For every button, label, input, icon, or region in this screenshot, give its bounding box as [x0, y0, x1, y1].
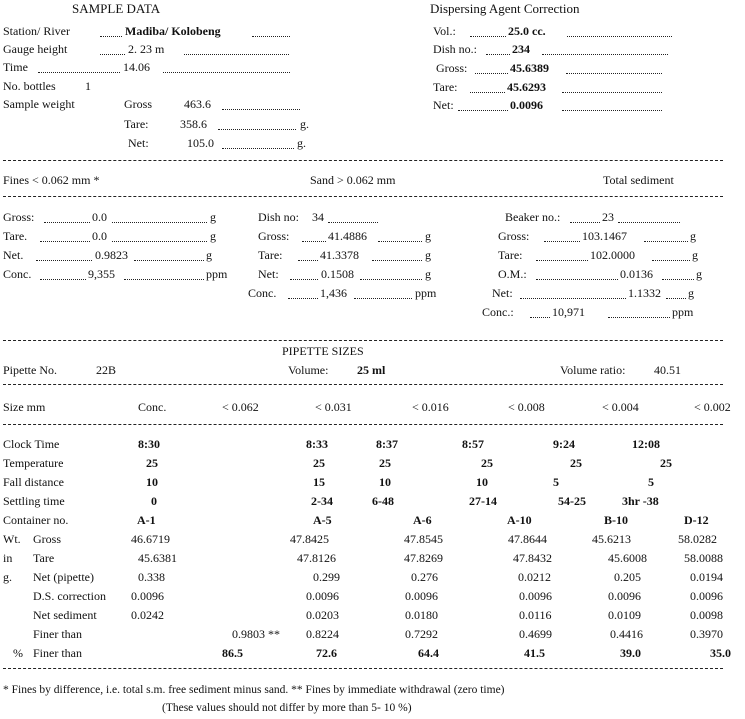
- fines-conc-unit: ppm: [206, 267, 228, 281]
- leader: [618, 222, 680, 223]
- cell-clock-0016: 8:37: [376, 437, 398, 451]
- cell-finer-0062: 0.9803 **: [232, 627, 280, 641]
- disp-net-value: 0.0096: [510, 98, 543, 112]
- total-conc-label: Conc.:: [482, 305, 514, 319]
- row-label-g: g.: [3, 570, 12, 584]
- cell-net-0004: 0.205: [614, 570, 641, 584]
- leader: [218, 129, 296, 130]
- cell-container-0031: A-5: [313, 513, 332, 527]
- total-tare-unit: g: [692, 248, 698, 262]
- sand-conc-value: 1,436: [320, 286, 347, 300]
- leader: [608, 317, 670, 318]
- divider: [3, 340, 723, 341]
- cell-temp-0031: 25: [313, 456, 325, 470]
- dish-label: Dish no.:: [433, 42, 478, 56]
- sand-net-label: Net:: [258, 267, 279, 281]
- leader: [378, 241, 422, 242]
- cell-clock-0002: 12:08: [632, 437, 660, 451]
- vol-label: Vol.:: [433, 24, 456, 38]
- footnote-line-1: * Fines by difference, i.e. total s.m. free sediment minus sand. ** Fines by immediate withdrawal (zero time): [3, 684, 505, 696]
- th-0016: < 0.016: [412, 400, 449, 414]
- disp-net-label: Net:: [433, 98, 454, 112]
- pipette-no-label: Pipette No.: [3, 363, 57, 377]
- leader: [134, 260, 204, 261]
- cell-temp-0016: 25: [379, 456, 391, 470]
- leader: [38, 72, 120, 73]
- leader: [662, 279, 694, 280]
- cell-tare-0031: 47.8126: [297, 551, 336, 565]
- fines-conc-value: 9,355: [88, 267, 115, 281]
- leader: [360, 279, 422, 280]
- leader: [530, 317, 550, 318]
- divider: [3, 424, 723, 425]
- row-sub-pct: Finer than: [33, 646, 82, 660]
- gauge-value: 2. 23 m: [128, 42, 165, 56]
- weight-net-value: 105.0: [187, 136, 214, 150]
- row-label-fall: Fall distance: [3, 475, 64, 489]
- cell-net-0031: 0.299: [313, 570, 340, 584]
- th-size: Size mm: [3, 400, 46, 414]
- leader: [566, 73, 662, 74]
- cell-pct-0016: 64.4: [418, 646, 439, 660]
- leader: [458, 110, 508, 111]
- cell-settle-0016: 6-48: [372, 494, 394, 508]
- cell-net-0008: 0.0212: [518, 570, 551, 584]
- sand-net-value: 0.1508: [321, 267, 354, 281]
- cell-container-0008: A-10: [507, 513, 532, 527]
- leader: [666, 298, 686, 299]
- cell-ds-0002: 0.0096: [690, 589, 723, 603]
- sample-title: SAMPLE DATA: [72, 1, 161, 16]
- bottles-label: No. bottles: [3, 79, 56, 93]
- fines-gross-value: 0.0: [92, 210, 107, 224]
- cell-gross-0002: 58.0282: [678, 532, 717, 546]
- total-net-value: 1.1332: [628, 286, 661, 300]
- pipette-title: PIPETTE SIZES: [282, 344, 364, 358]
- th-0031: < 0.031: [315, 400, 352, 414]
- sand-tare-unit: g: [425, 248, 431, 262]
- cell-container-0016: A-6: [413, 513, 432, 527]
- volume-ratio-value: 40.51: [654, 363, 681, 377]
- total-net-label: Net:: [492, 286, 513, 300]
- total-gross-unit: g: [690, 229, 696, 243]
- leader: [40, 241, 90, 242]
- cell-netsed-conc: 0.0242: [131, 608, 164, 622]
- divider: [3, 196, 723, 197]
- fines-tare-value: 0.0: [92, 229, 107, 243]
- leader: [290, 279, 318, 280]
- total-heading: Total sediment: [603, 173, 674, 187]
- weight-tare-unit: g.: [300, 117, 309, 131]
- cell-temp-0004: 25: [570, 456, 582, 470]
- cell-settle-0002: 3hr -38: [622, 494, 659, 508]
- row-label-settle: Settling time: [3, 494, 65, 508]
- leader: [100, 54, 125, 55]
- cell-netsed-0004: 0.0109: [608, 608, 641, 622]
- cell-net-0002: 0.0194: [690, 570, 723, 584]
- om-value: 0.0136: [620, 267, 653, 281]
- cell-ds-0016: 0.0096: [405, 589, 438, 603]
- leader: [222, 148, 294, 149]
- th-conc: Conc.: [138, 400, 167, 414]
- cell-net-conc: 0.338: [138, 570, 165, 584]
- cell-container-conc: A-1: [137, 513, 156, 527]
- th-0062: < 0.062: [222, 400, 259, 414]
- leader: [542, 54, 668, 55]
- leader: [644, 241, 688, 242]
- leader: [302, 241, 326, 242]
- pipette-volume-value: 25 ml: [357, 363, 386, 377]
- cell-gross-0016: 47.8545: [404, 532, 443, 546]
- leader: [486, 54, 510, 55]
- cell-clock-0008: 8:57: [462, 437, 484, 451]
- leader: [40, 279, 86, 280]
- leader: [470, 36, 506, 37]
- cell-ds-conc: 0.0096: [131, 589, 164, 603]
- cell-finer-0016: 0.7292: [405, 627, 438, 641]
- disp-gross-value: 45.6389: [510, 61, 549, 75]
- weight-tare-label: Tare:: [124, 117, 149, 131]
- sand-conc-unit: ppm: [415, 286, 437, 300]
- divider: [3, 668, 723, 669]
- weight-label: Sample weight: [3, 97, 75, 111]
- time-label: Time: [3, 60, 28, 74]
- gauge-label: Gauge height: [3, 42, 68, 56]
- leader: [536, 260, 588, 261]
- row-sub-tare: Tare: [33, 551, 55, 565]
- sand-heading: Sand > 0.062 mm: [310, 173, 396, 187]
- cell-finer-0031: 0.8224: [306, 627, 339, 641]
- cell-netsed-0008: 0.0116: [519, 608, 552, 622]
- total-gross-value: 103.1467: [582, 229, 627, 243]
- cell-pct-0062: 86.5: [222, 646, 243, 660]
- dispersing-title: Dispersing Agent Correction: [430, 1, 580, 16]
- weight-net-unit: g.: [297, 136, 306, 150]
- row-label-wt: Wt.: [3, 532, 21, 546]
- cell-clock-0004: 9:24: [553, 437, 575, 451]
- cell-temp-0008: 25: [481, 456, 493, 470]
- leader: [36, 260, 92, 261]
- leader: [124, 279, 204, 280]
- cell-temp-conc: 25: [146, 456, 158, 470]
- sand-net-unit: g: [425, 267, 431, 281]
- row-sub-finer: Finer than: [33, 627, 82, 641]
- cell-tare-0008: 47.8432: [513, 551, 552, 565]
- leader: [298, 260, 318, 261]
- leader: [252, 36, 290, 37]
- row-label-pct: %: [13, 646, 23, 660]
- cell-tare-0002: 58.0088: [684, 551, 723, 565]
- leader: [520, 298, 626, 299]
- om-label: O.M.:: [498, 267, 527, 281]
- leader: [567, 36, 672, 37]
- leader: [163, 72, 290, 73]
- sand-dish-value: 34: [312, 210, 324, 224]
- beaker-label: Beaker no.:: [505, 210, 561, 224]
- pipette-volume-label: Volume:: [288, 363, 329, 377]
- sand-gross-value: 41.4886: [328, 229, 367, 243]
- pipette-no-value: 22B: [96, 363, 117, 377]
- leader: [562, 110, 662, 111]
- row-label-in: in: [3, 551, 13, 565]
- row-sub-netsed: Net sediment: [33, 608, 97, 622]
- cell-gross-0004: 45.6213: [592, 532, 631, 546]
- leader: [562, 92, 662, 93]
- cell-netsed-0031: 0.0203: [306, 608, 339, 622]
- row-label-container: Container no.: [3, 513, 69, 527]
- cell-netsed-0016: 0.0180: [405, 608, 438, 622]
- cell-fall-0031: 15: [313, 475, 325, 489]
- leader: [100, 36, 122, 37]
- bottles-value: 1: [85, 79, 91, 93]
- leader: [544, 241, 580, 242]
- station-label: Station/ River: [3, 24, 70, 38]
- cell-clock-0031: 8:33: [306, 437, 328, 451]
- row-label-temp: Temperature: [3, 456, 64, 470]
- cell-gross-0031: 47.8425: [290, 532, 329, 546]
- leader: [354, 298, 412, 299]
- fines-net-label: Net.: [3, 248, 24, 262]
- cell-container-0002: D-12: [684, 513, 709, 527]
- sand-tare-label: Tare:: [258, 248, 283, 262]
- leader: [112, 241, 207, 242]
- leader: [112, 222, 207, 223]
- footnote-line-2: (These values should not differ by more than 5- 10 %): [162, 702, 412, 714]
- om-unit: g: [696, 267, 702, 281]
- cell-tare-conc: 45.6381: [138, 551, 177, 565]
- leader: [570, 222, 600, 223]
- leader: [652, 260, 690, 261]
- th-0008: < 0.008: [508, 400, 545, 414]
- cell-fall-conc: 10: [146, 475, 158, 489]
- cell-finer-0008: 0.4699: [519, 627, 552, 641]
- weight-gross-value: 463.6: [184, 97, 211, 111]
- fines-tare-label: Tare.: [3, 229, 28, 243]
- cell-fall-0016: 10: [379, 475, 391, 489]
- divider: [3, 384, 723, 385]
- cell-ds-0004: 0.0096: [608, 589, 641, 603]
- row-sub-ds: D.S. correction: [33, 589, 106, 603]
- total-tare-label: Tare:: [498, 248, 523, 262]
- leader: [222, 109, 300, 110]
- sand-dish-label: Dish no:: [258, 210, 300, 224]
- leader: [288, 298, 318, 299]
- cell-ds-0031: 0.0096: [306, 589, 339, 603]
- fines-tare-unit: g: [210, 229, 216, 243]
- cell-pct-0004: 39.0: [620, 646, 641, 660]
- disp-gross-label: Gross:: [436, 61, 468, 75]
- row-sub-net: Net (pipette): [33, 570, 94, 584]
- fines-net-unit: g: [206, 248, 212, 262]
- total-conc-value: 10,971: [552, 305, 585, 319]
- total-gross-label: Gross:: [498, 229, 530, 243]
- leader: [372, 260, 422, 261]
- cell-finer-0004: 0.4416: [610, 627, 643, 641]
- leader: [184, 54, 289, 55]
- th-0002: < 0.002: [694, 400, 731, 414]
- leader: [470, 92, 505, 93]
- fines-gross-label: Gross:: [3, 210, 35, 224]
- cell-fall-0004: 5: [553, 475, 559, 489]
- cell-netsed-0002: 0.0098: [690, 608, 723, 622]
- divider: [3, 160, 723, 161]
- cell-settle-0008: 27-14: [469, 494, 497, 508]
- row-sub-gross: Gross: [33, 532, 62, 546]
- sand-gross-unit: g: [425, 229, 431, 243]
- time-value: 14.06: [123, 60, 150, 74]
- weight-gross-label: Gross: [124, 97, 153, 111]
- cell-gross-0008: 47.8644: [508, 532, 547, 546]
- cell-gross-conc: 46.6719: [131, 532, 170, 546]
- cell-fall-0002: 5: [648, 475, 654, 489]
- volume-ratio-label: Volume ratio:: [560, 363, 626, 377]
- fines-net-value: 0.9823: [95, 248, 128, 262]
- total-tare-value: 102.0000: [590, 248, 635, 262]
- total-net-unit: g: [688, 286, 694, 300]
- vol-value: 25.0 cc.: [508, 24, 546, 38]
- th-0004: < 0.004: [602, 400, 639, 414]
- cell-clock-conc: 8:30: [138, 437, 160, 451]
- fines-heading: Fines < 0.062 mm *: [3, 173, 100, 187]
- cell-container-0004: B-10: [604, 513, 628, 527]
- fines-gross-unit: g: [210, 210, 216, 224]
- cell-settle-conc: 0: [151, 494, 157, 508]
- cell-tare-0004: 45.6008: [608, 551, 647, 565]
- row-label-clock: Clock Time: [3, 437, 60, 451]
- disp-tare-label: Tare:: [433, 80, 458, 94]
- sand-conc-label: Conc.: [248, 286, 277, 300]
- cell-ds-0008: 0.0096: [519, 589, 552, 603]
- disp-tare-value: 45.6293: [507, 80, 546, 94]
- cell-settle-0004: 54-25: [558, 494, 586, 508]
- total-conc-unit: ppm: [672, 305, 694, 319]
- leader: [475, 73, 508, 74]
- cell-finer-0002: 0.3970: [690, 627, 723, 641]
- weight-net-label: Net:: [128, 136, 149, 150]
- cell-net-0016: 0.276: [411, 570, 438, 584]
- weight-tare-value: 358.6: [180, 117, 207, 131]
- cell-temp-0002: 25: [660, 456, 672, 470]
- cell-fall-0008: 10: [476, 475, 488, 489]
- cell-tare-0016: 47.8269: [404, 551, 443, 565]
- beaker-value: 23: [602, 210, 614, 224]
- cell-pct-0008: 41.5: [524, 646, 545, 660]
- cell-settle-0031: 2-34: [311, 494, 333, 508]
- cell-pct-0002: 35.0: [710, 646, 731, 660]
- cell-pct-0031: 72.6: [316, 646, 337, 660]
- station-value: Madiba/ Kolobeng: [125, 24, 221, 38]
- sand-tare-value: 41.3378: [320, 248, 359, 262]
- dish-value: 234: [512, 42, 530, 56]
- leader: [536, 279, 618, 280]
- leader: [44, 222, 90, 223]
- fines-conc-label: Conc.: [3, 267, 32, 281]
- sand-gross-label: Gross:: [258, 229, 290, 243]
- leader: [328, 222, 378, 223]
